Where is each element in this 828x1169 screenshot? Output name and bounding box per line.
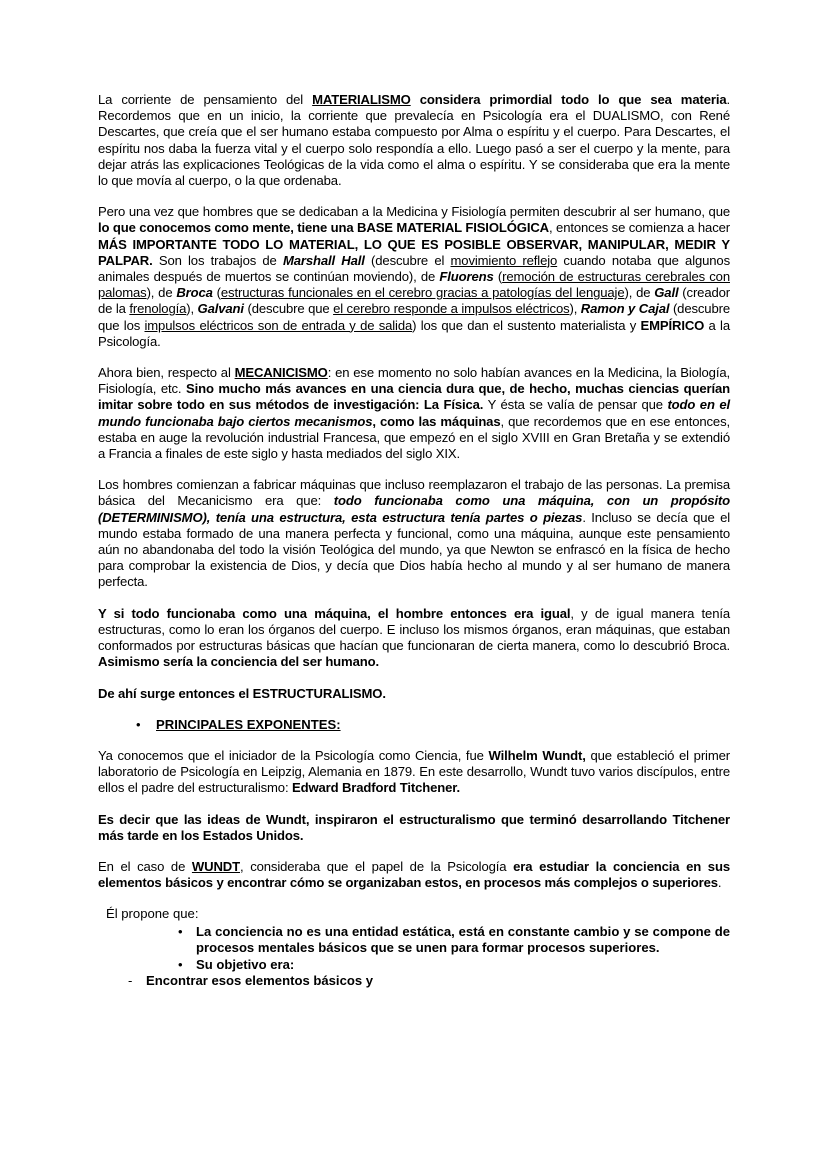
- text-run: (descubre que: [243, 301, 334, 317]
- text-run: ), de: [146, 285, 177, 301]
- underlined-run: remoción de estructuras cerebrales con palomas: [98, 269, 730, 301]
- text-run-bold: MÁS IMPORTANTE TODO LO MATERIAL, LO QUE ES POSIBLE OBSERVAR, MANIPULAR, MEDIR Y PALPAR.: [98, 236, 730, 268]
- name-wilhelm-wundt: Wilhelm Wundt,: [488, 747, 586, 763]
- text-run: (descubre el: [364, 252, 451, 268]
- text-run-bold: Y si todo funcionaba como una máquina, el hombre entonces era igual: [98, 605, 571, 621]
- text-run: ) los que dan el sustento materialista y: [412, 317, 641, 333]
- label-el-propone-que: Él propone que:: [106, 906, 199, 922]
- name-gall: Gall: [654, 285, 679, 301]
- list-wundt-propuestas: [98, 924, 730, 974]
- underlined-run: frenología: [129, 301, 187, 317]
- text-run: (descubre que los: [98, 301, 730, 333]
- text-run: , que recordemos que en ese entonces, estaba en auge la revolución industrial Francesa, que empezó en el siglo XVIII en Gran Bretaña y se extendió a Francia a finales de este siglo y hasta mediados del siglo XIX.: [98, 413, 731, 462]
- text-run: ),: [569, 301, 581, 317]
- text-run: Son los trabajos de: [152, 252, 283, 268]
- text-run: ), de: [624, 285, 655, 301]
- document-body: [98, 92, 730, 990]
- name-galvani: Galvani: [197, 301, 244, 317]
- text-run-bold: era estudiar la conciencia en sus elementos básicos y encontrar cómo se organizaban estos, en procesos más complejos o superiores: [98, 858, 730, 891]
- list-exponentes: [98, 717, 730, 733]
- name-broca: Broca: [176, 285, 213, 301]
- text-run: ),: [186, 301, 198, 317]
- heading-principales-exponentes: PRINCIPALES EXPONENTES:: [156, 716, 341, 732]
- text-run-bold-italic: todo en el mundo funcionaba bajo ciertos mecanismos: [98, 397, 730, 429]
- text-run: (: [212, 285, 221, 301]
- name-ramon-y-cajal: Ramon y Cajal: [580, 301, 670, 317]
- paragraph-materialismo: [98, 92, 730, 189]
- text-run: . Recordemos que en un inicio, la corriente que prevalecía en Psicología era el DUALISMO, con René Descartes, que creía que el ser humano estaba compuesto por Alma o espíritu y el cuerpo. Para Descartes, el espíritu nos daba la fuerza vital y el cuerpo solo respondía a ello. Luego pasó a ser el cuerpo y la mente, para dejar atrás las explicaciones Teológicas de la vida como el alma o espíritu. Y se consideraba que era la mente lo que movía al cuerpo, o la que ordenaba.: [98, 92, 730, 189]
- underlined-run: el cerebro responde a impulsos eléctricos: [333, 301, 570, 317]
- text-run-bold: , como las máquinas: [372, 413, 501, 429]
- text-run: , entonces se comienza a hacer: [549, 220, 731, 236]
- list-item: • La conciencia no es una entidad estática, está en constante cambio y se compone de procesos mentales básicos que se unen para formar procesos superiores.: [196, 924, 730, 957]
- list-item-principales-exponentes: [156, 717, 730, 733]
- text-run: que estableció el primer laboratorio de Psicología en Leipzig, Alemania en 1879. En este desarrollo, Wundt tuvo varios discípulos, entre ellos el padre del estructuralismo:: [98, 747, 730, 796]
- paragraph-wundt-iniciador: [98, 748, 730, 797]
- text-run: , consideraba que el papel de la Psicología: [240, 858, 514, 874]
- term-empirico: EMPÍRICO: [640, 317, 705, 333]
- text-run-bold: considera primordial todo lo que sea materia: [410, 92, 727, 107]
- text-run: . Incluso se decía que el mundo estaba formado de una manera perfecta y funcional, como una máquina, aunque este pensamiento aún no abandonaba del todo la visión Teológica del mundo, ya que Newton se enfrascó en la física de hecho para comprobar la existencia de Dios, y decía que Dios había hecho al mundo y al ser humano de manera perfecta.: [98, 509, 730, 590]
- text-run-bold: De ahí surge entonces el ESTRUCTURALISMO.: [98, 685, 386, 701]
- text-run: (: [493, 269, 503, 285]
- text-run: a la Psicología.: [98, 317, 730, 349]
- text-run-bold: Es decir que las ideas de Wundt, inspiraron el estructuralismo que terminó desarrollando Titchener más tarde en los Estados Unidos.: [98, 811, 730, 843]
- text-run: Y ésta se valía de pensar que: [483, 397, 668, 413]
- text-run: : en ese momento no solo habían avances en la Medicina, la Biología, Fisiología, etc.: [98, 365, 731, 397]
- text-run-bold: Sino mucho más avances en una ciencia dura que, de hecho, muchas ciencias querían imitar sobre todo en sus métodos de investigación: La Física.: [98, 381, 730, 413]
- underlined-run: impulsos eléctricos son de entrada y de salida: [144, 317, 413, 333]
- text-run-bold: Asimismo sería la conciencia del ser humano.: [98, 654, 379, 670]
- text-run: Ya conocemos que el iniciador de la Psicología como Ciencia, fue: [98, 747, 489, 763]
- paragraph-determinismo: [98, 477, 730, 590]
- text-run: .: [717, 875, 722, 891]
- term-wundt: WUNDT: [191, 858, 240, 874]
- name-marshall-hall: Marshall Hall: [282, 252, 365, 268]
- term-mecanicismo: MECANICISMO: [234, 365, 328, 381]
- text-run: La corriente de pensamiento del: [98, 92, 313, 107]
- text-run: Los hombres comienzan a fabricar máquinas que incluso reemplazaron el trabajo de las personas. La premisa básica del Mecanicismo era que:: [98, 477, 730, 509]
- text-run: En el caso de: [98, 858, 192, 874]
- text-run: Ahora bien, respecto al: [98, 365, 235, 381]
- underlined-run: movimiento reflejo: [450, 252, 558, 268]
- text-run: , y de igual manera tenía estructuras, como lo eran los órganos del cuerpo. E incluso los mismos órganos, eran máquinas, que estaban conformados por estructuras básicas que hacían que funcionaran de cierta manera, como lo descubrió Broca.: [98, 605, 730, 654]
- paragraph-caso-wundt: [98, 859, 730, 891]
- paragraph-estructuralismo: [98, 686, 730, 702]
- list-wundt-objetivos: [98, 973, 730, 990]
- list-item: • Su objetivo era:: [196, 957, 730, 974]
- text-run: Pero una vez que hombres que se dedicaban a la Medicina y Fisiología permiten descubrir al ser humano, que: [98, 204, 730, 220]
- name-fluorens: Fluorens: [439, 269, 494, 285]
- name-edward-bradford-titchener: Edward Bradford Titchener.: [291, 780, 461, 796]
- paragraph-base-material: [98, 204, 730, 350]
- text-run: (creador de la: [98, 285, 731, 317]
- paragraph-ideas-wundt: [98, 812, 730, 844]
- text-run-bold: lo que conocemos como mente, tiene una BASE MATERIAL FISIOLÓGICA: [98, 220, 550, 236]
- list-item: - Encontrar esos elementos básicos y: [146, 973, 730, 990]
- text-run: cuando notaba que algunos animales después de muertos se continúan moviendo), de: [98, 252, 730, 285]
- paragraph-hombre-maquina: [98, 606, 730, 671]
- underlined-run: estructuras funcionales en el cerebro gracias a patologías del lenguaje: [220, 285, 625, 301]
- paragraph-mecanicismo: [98, 365, 730, 462]
- term-materialismo: MATERIALISMO: [312, 92, 411, 107]
- text-run-bold-italic: todo funcionaba como una máquina, con un propósito (DETERMINISMO), tenía una estructura, esta estructura tenía partes o piezas: [98, 493, 730, 525]
